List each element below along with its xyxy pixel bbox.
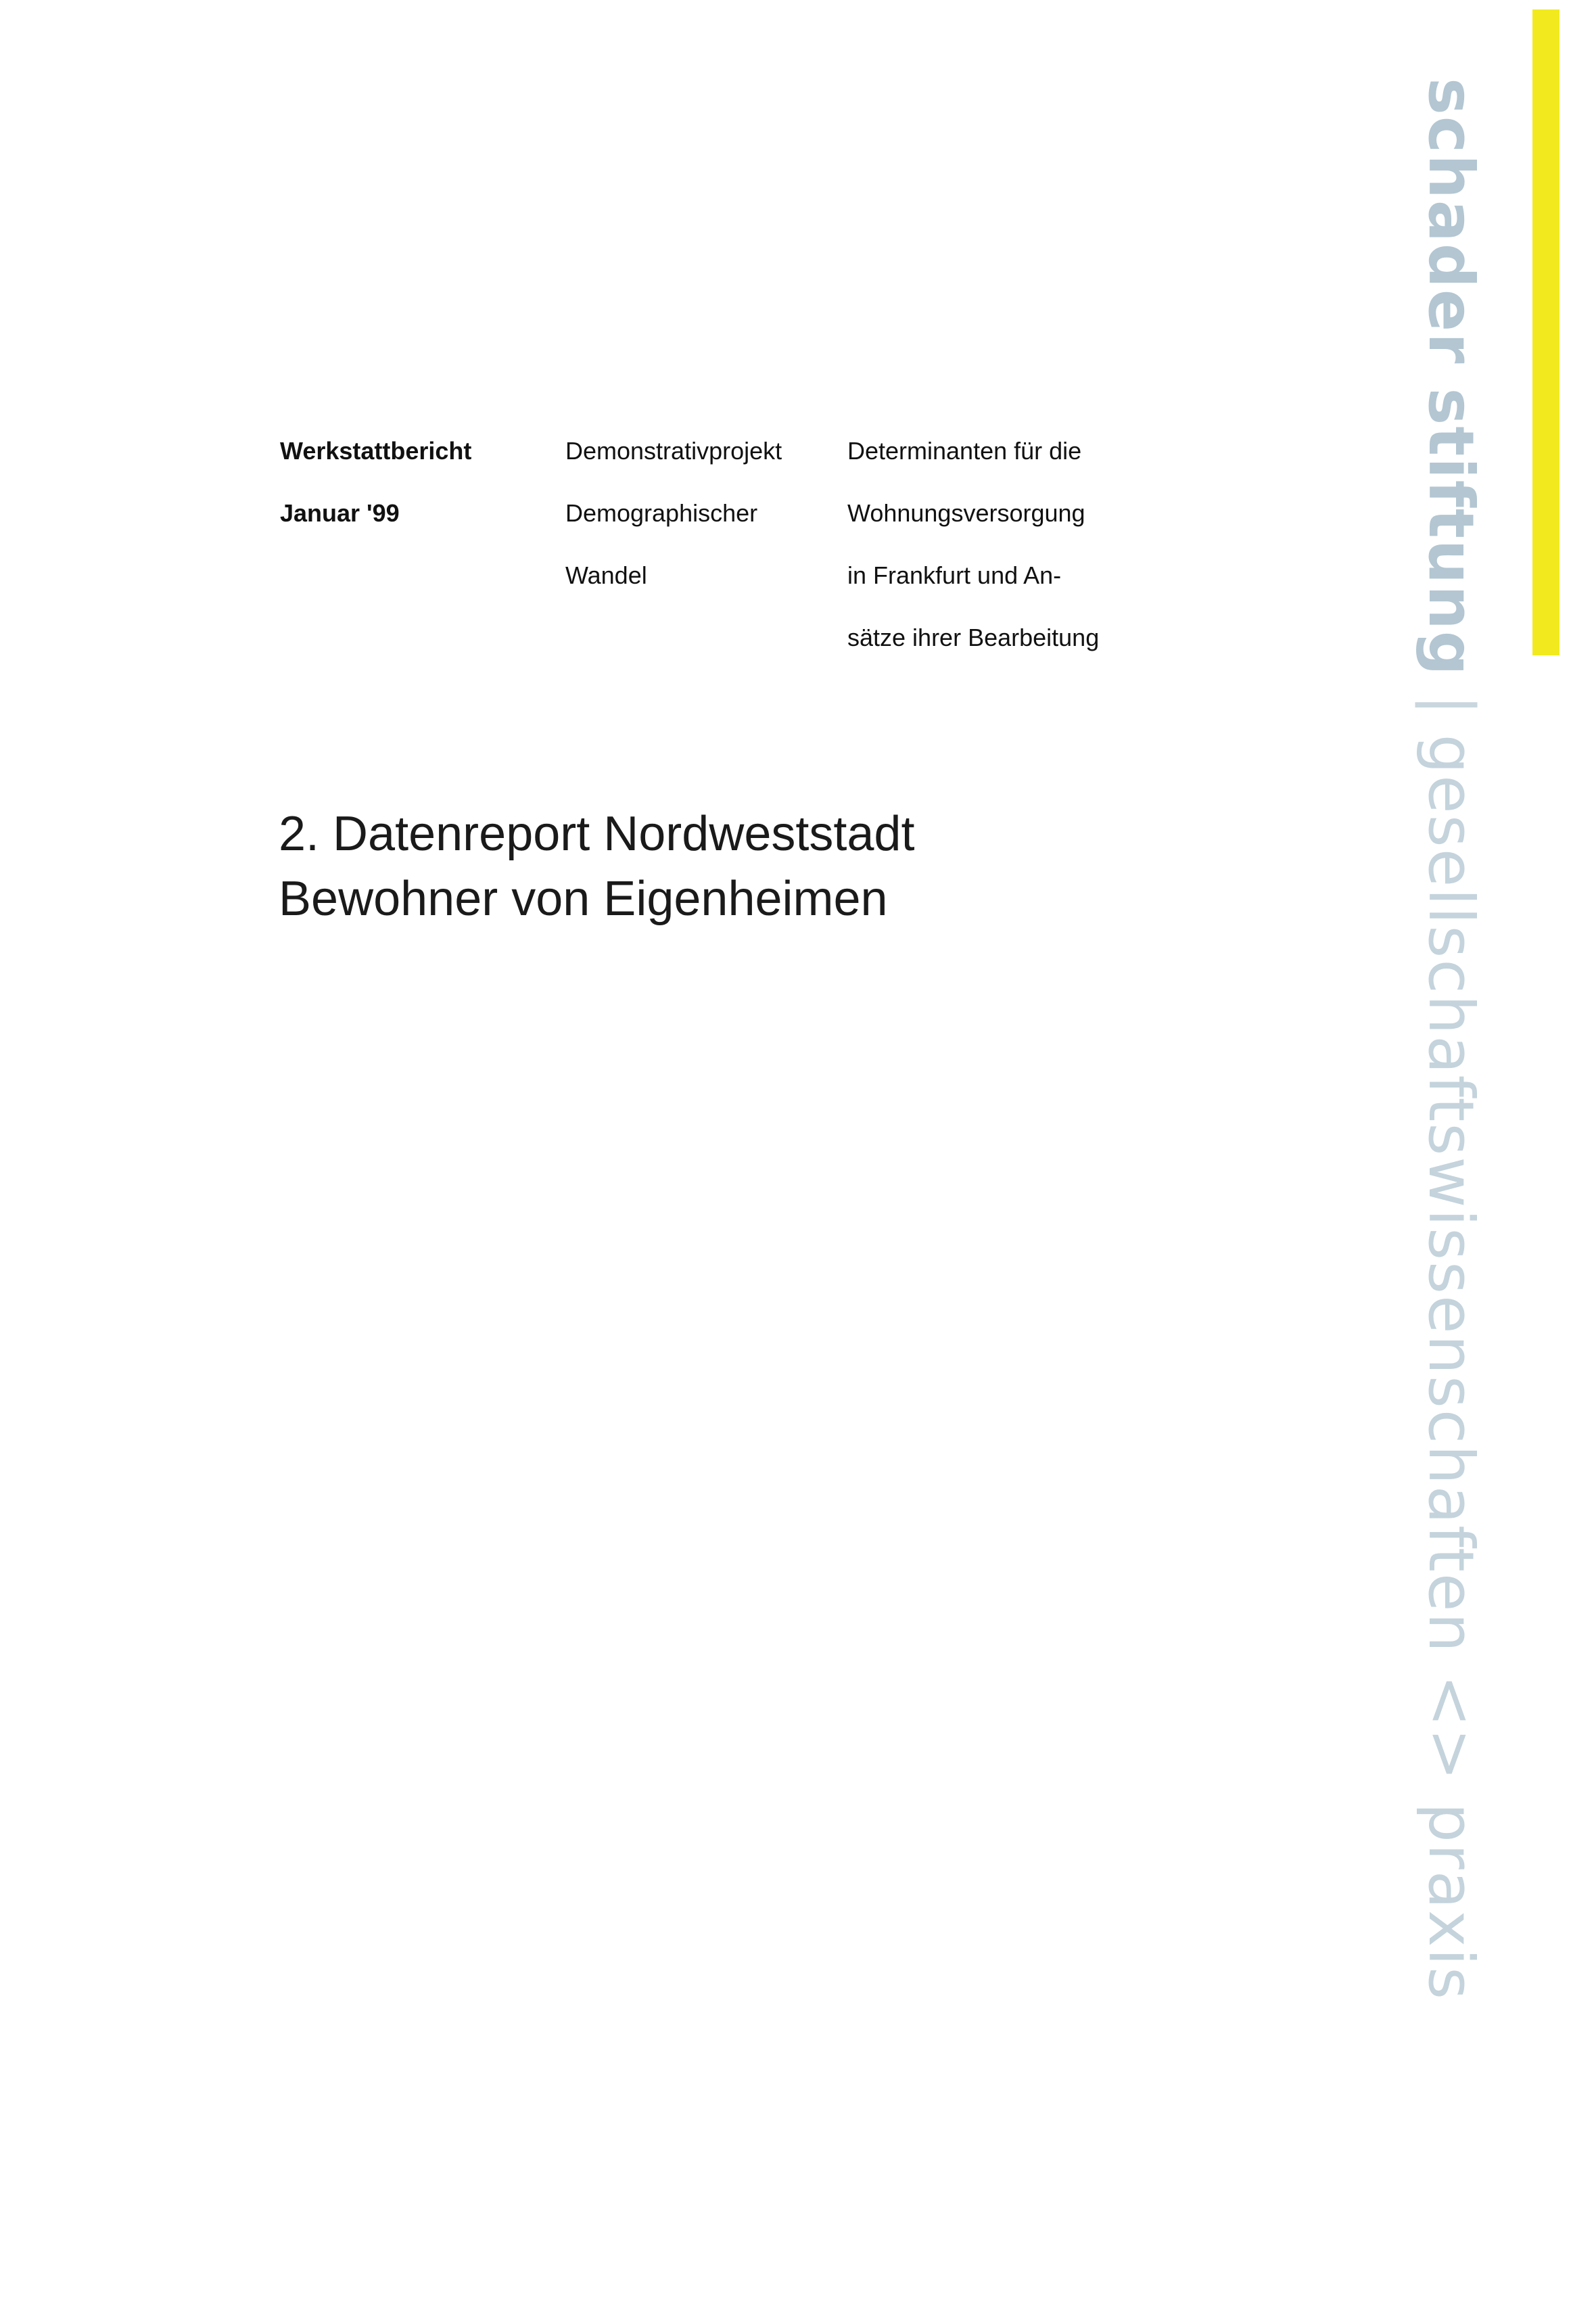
topic-line-4: sätze ihrer Bearbeitung [847, 624, 1100, 651]
brand-separator: | [1415, 694, 1487, 717]
project-line-2: Demographischer [565, 499, 758, 527]
brand-name: schader stiftung [1415, 78, 1487, 677]
project-line-1: Demonstrativprojekt [565, 437, 782, 465]
project-label [565, 404, 836, 622]
document-title [279, 801, 1361, 931]
topic-line-1: Determinanten für die [847, 437, 1082, 465]
project-line-3: Wandel [565, 561, 647, 589]
title-line-1: 2. Datenreport Nordweststadt [279, 807, 915, 861]
topic-line-2: Wohnungsversorgung [847, 499, 1085, 527]
title-line-2: Bewohner von Eigenheimen [279, 872, 888, 926]
brand-tagline: gesellschaftswissenschaften <> praxis [1415, 734, 1487, 2001]
report-date: Januar '99 [280, 499, 400, 527]
report-type: Werkstattbericht [280, 437, 472, 465]
vertical-brand-text [1415, 78, 1487, 2080]
topic-line-3: in Frankfurt und An- [847, 561, 1062, 589]
topic-label [847, 404, 1131, 684]
yellow-accent-bar [1532, 9, 1560, 655]
report-label [280, 404, 523, 560]
